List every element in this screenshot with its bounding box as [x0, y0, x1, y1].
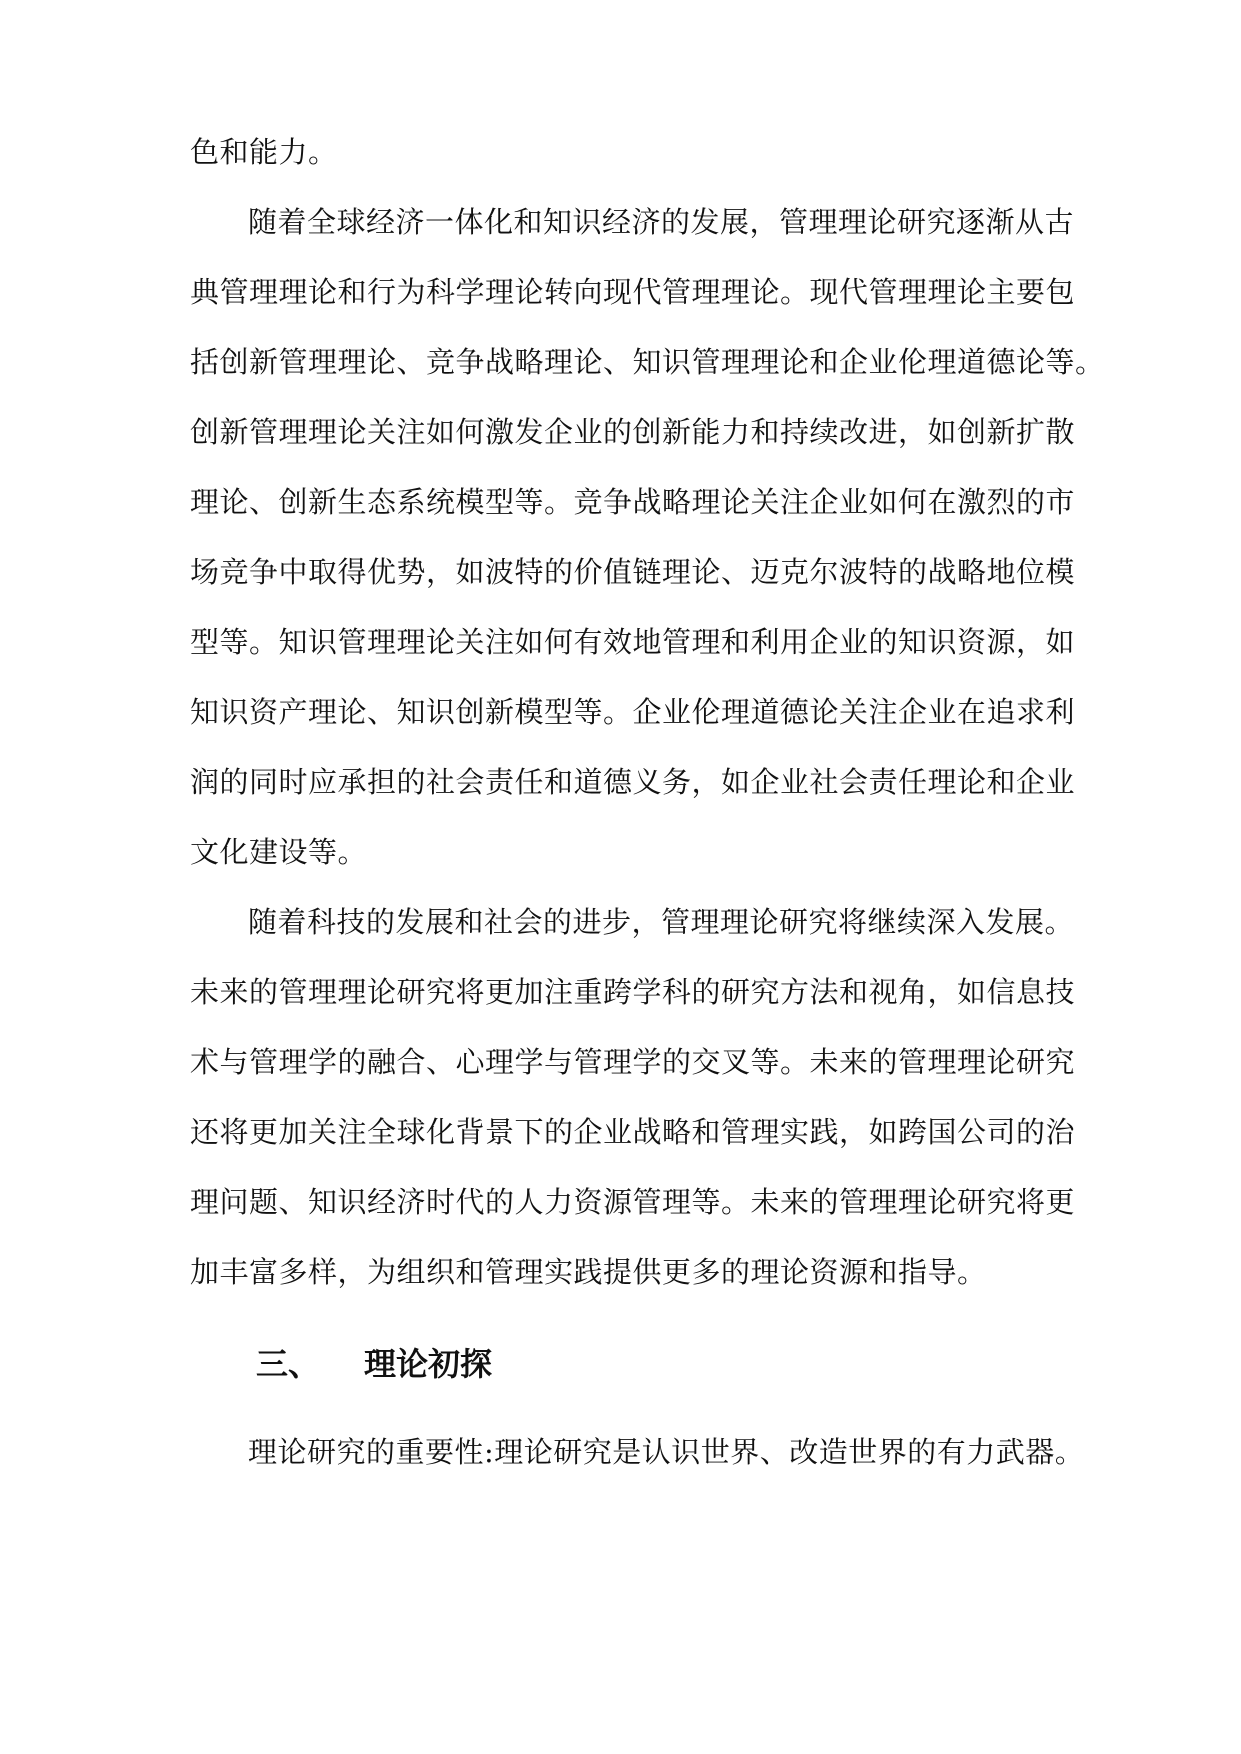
- paragraph-4-line-1: 理论研究的重要性:理论研究是认识世界、改造世界的有力武器。: [248, 1435, 1085, 1469]
- paragraph-2-line-8: 知识资产理论、知识创新模型等。企业伦理道德论关注企业在追求利: [190, 695, 1076, 729]
- paragraph-2-line-1: 随着全球经济一体化和知识经济的发展，管理理论研究逐渐从古: [248, 205, 1075, 239]
- paragraph-2-line-5: 理论、创新生态系统模型等。竞争战略理论关注企业如何在激烈的市: [190, 485, 1076, 519]
- paragraph-2-line-7: 型等。知识管理理论关注如何有效地管理和利用企业的知识资源，如: [190, 625, 1076, 659]
- section-heading-title: 理论初探: [364, 1345, 493, 1383]
- paragraph-1-line-1: 色和能力。: [190, 135, 338, 169]
- paragraph-3-line-3: 术与管理学的融合、心理学与管理学的交叉等。未来的管理理论研究: [190, 1045, 1076, 1079]
- paragraph-2-line-6: 场竞争中取得优势，如波特的价值链理论、迈克尔波特的战略地位模: [190, 555, 1076, 589]
- paragraph-3-line-6: 加丰富多样，为组织和管理实践提供更多的理论资源和指导。: [190, 1255, 987, 1289]
- paragraph-2-line-9: 润的同时应承担的社会责任和道德义务，如企业社会责任理论和企业: [190, 765, 1076, 799]
- paragraph-3-line-4: 还将更加关注全球化背景下的企业战略和管理实践，如跨国公司的治: [190, 1115, 1076, 1149]
- paragraph-3-line-5: 理问题、知识经济时代的人力资源管理等。未来的管理理论研究将更: [190, 1185, 1076, 1219]
- section-heading-number: 三、: [256, 1345, 321, 1383]
- paragraph-2-line-4: 创新管理理论关注如何激发企业的创新能力和持续改进，如创新扩散: [190, 415, 1076, 449]
- paragraph-3-line-1: 随着科技的发展和社会的进步，管理理论研究将继续深入发展。: [248, 905, 1075, 939]
- section-heading: [256, 1342, 492, 1386]
- paragraph-2-line-2: 典管理理论和行为科学理论转向现代管理理论。现代管理理论主要包: [190, 275, 1076, 309]
- paragraph-2-line-10: 文化建设等。: [190, 835, 368, 869]
- paragraph-3-line-2: 未来的管理理论研究将更加注重跨学科的研究方法和视角，如信息技: [190, 975, 1076, 1009]
- paragraph-2-line-3: 括创新管理理论、竞争战略理论、知识管理理论和企业伦理道德论等。: [190, 345, 1105, 379]
